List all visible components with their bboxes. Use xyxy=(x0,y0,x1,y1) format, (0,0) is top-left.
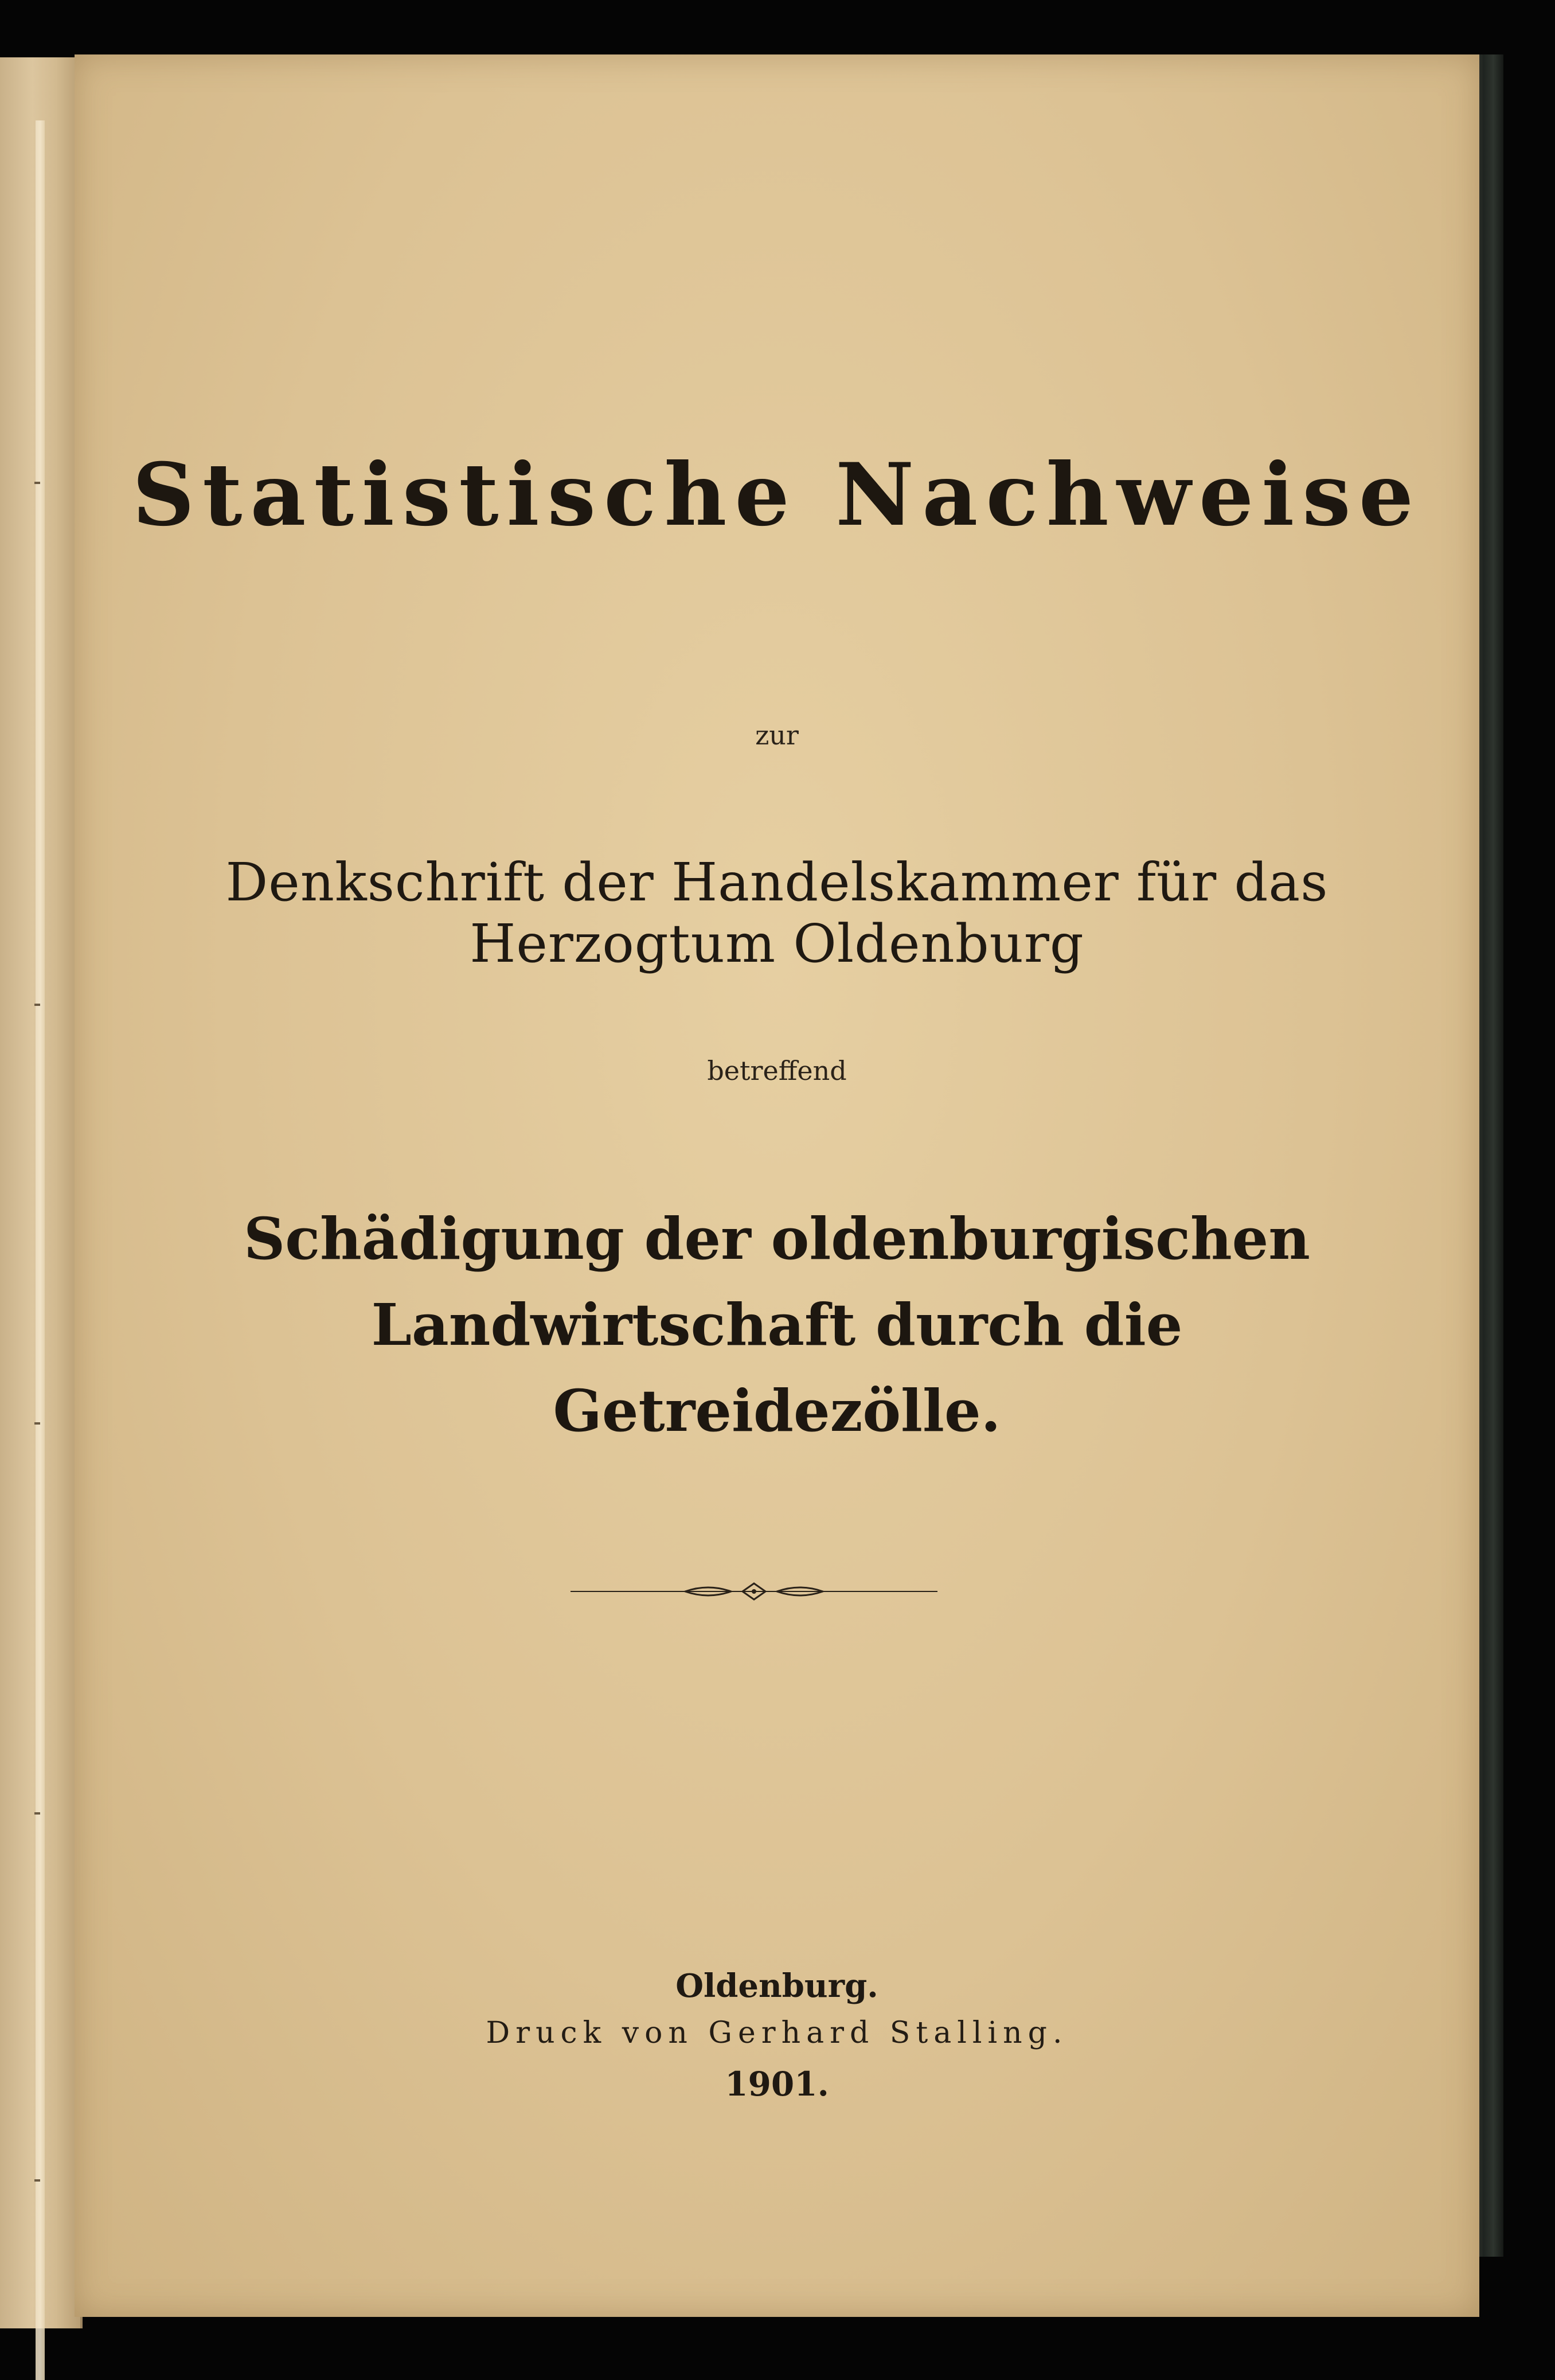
page-gutter xyxy=(36,120,45,2380)
topic-line-1: Schädigung der oldenburgischen Landwirtschaft durch die xyxy=(243,1205,1310,1359)
subject-line: Denkschrift der Handelskammer für das Herzogtum Oldenburg xyxy=(225,852,1329,974)
binding-stitch xyxy=(34,482,40,484)
connector-text: zur xyxy=(755,720,799,751)
topic-line-2: Getreidezölle. xyxy=(553,1377,1001,1445)
binding-stitch xyxy=(34,1422,40,1425)
title-page xyxy=(75,54,1479,2317)
binding-stitch xyxy=(34,1004,40,1006)
binding-stitch xyxy=(34,2179,40,2182)
imprint-printer: Druck von Gerhard Stalling. xyxy=(486,2016,1068,2050)
imprint-year: 1901. xyxy=(725,2065,829,2104)
topic-heading xyxy=(75,1196,1479,1454)
relation-text: betreffend xyxy=(707,1055,847,1086)
ornament-divider xyxy=(571,1580,937,1603)
document-title: Statistische Nachweise xyxy=(132,444,1422,545)
previous-leaf-edge xyxy=(0,57,83,2328)
imprint-place: Oldenburg. xyxy=(675,1967,878,2005)
binding-stitch xyxy=(34,1812,40,1815)
